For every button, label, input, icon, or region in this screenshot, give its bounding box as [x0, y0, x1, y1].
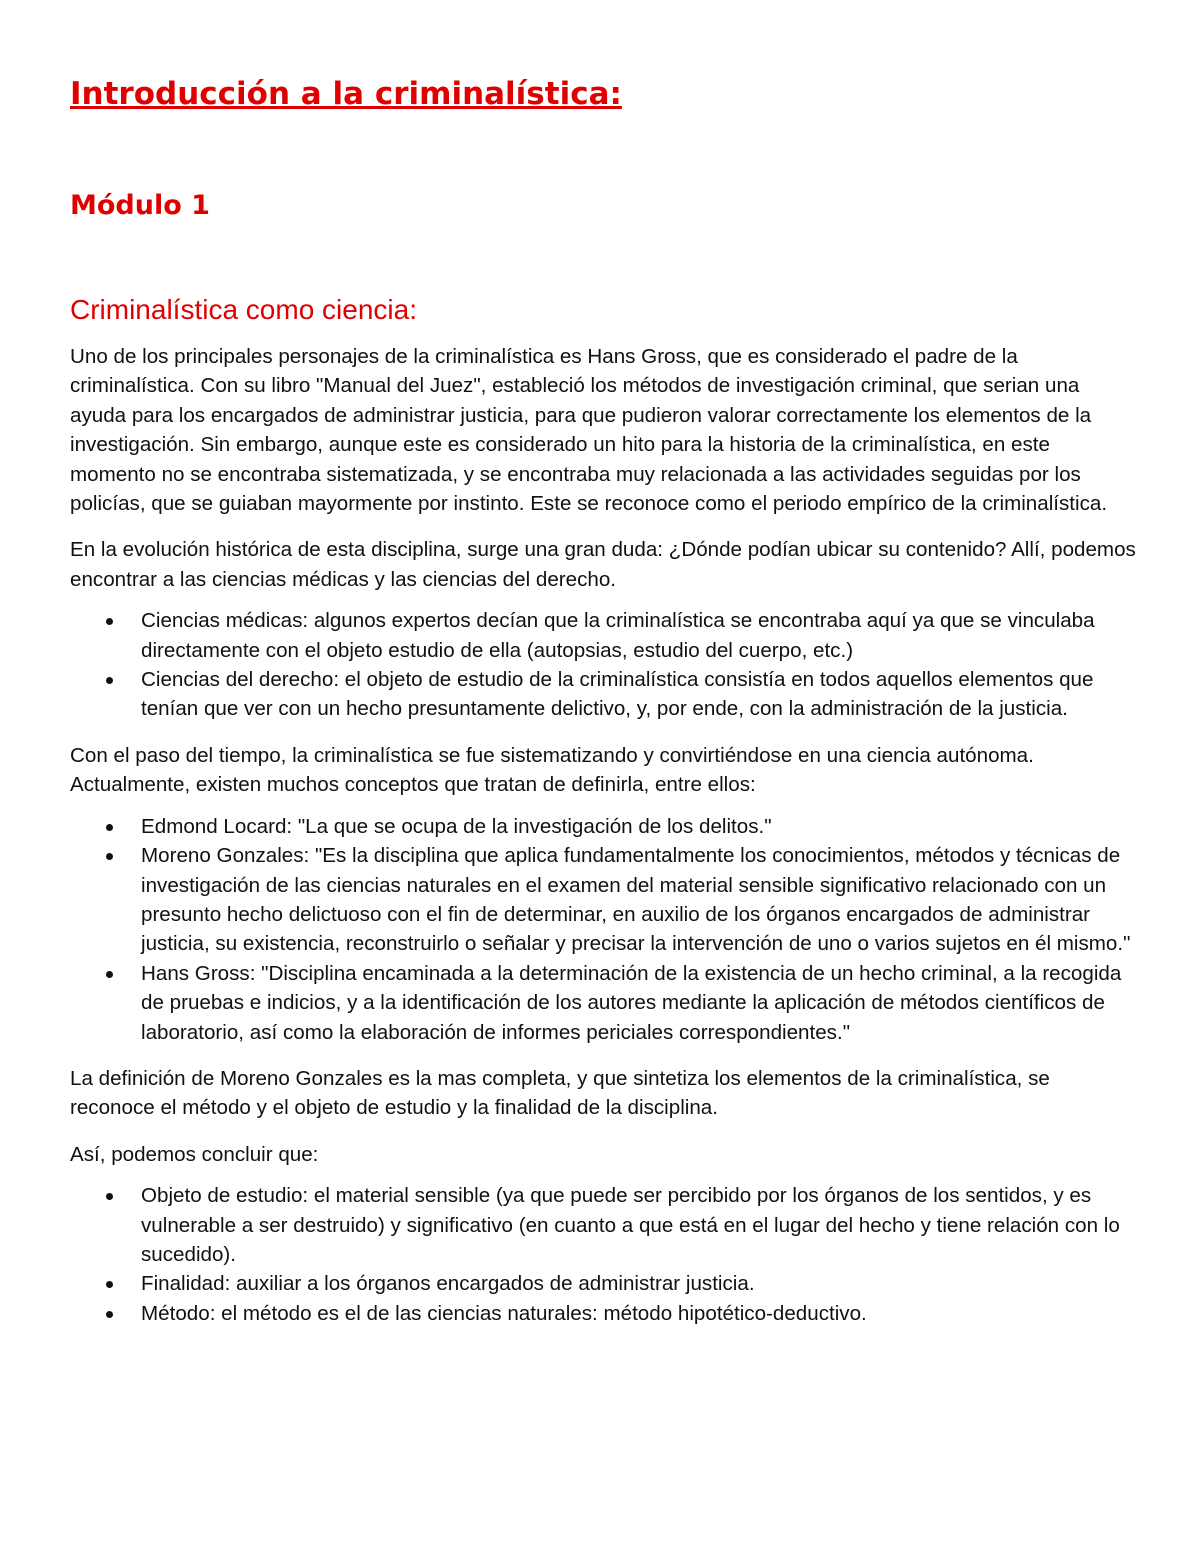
list-item: [70, 1181, 1140, 1269]
list-item: [70, 1269, 1140, 1298]
document-title: Introducción a la criminalística:: [70, 76, 622, 112]
bullet-icon: [106, 824, 113, 831]
bullet-icon: [106, 1281, 113, 1288]
bullet-icon: [106, 971, 113, 978]
list-item-text: Moreno Gonzales: "Es la disciplina que aplica fundamentalmente los conocimientos, métodos y técnicas de investigación de las ciencias naturales en el examen del material sensible significativo relacionado con un presunto hecho delictuoso con el fin de determinar, en auxilio de los órganos encargados de administrar justicia, su existencia, reconstruirlo o señalar y precisar la intervención de uno o varios sujetos en él mismo.": [141, 844, 1131, 956]
list-conclusions: [70, 1181, 1140, 1328]
paragraph-intro: Uno de los principales personajes de la criminalística es Hans Gross, que es considerado el padre de la criminalística. Con su libro "Manual del Juez", estableció los métodos de investigación criminal, que serian una ayuda para los encargados de administrar justicia, para que pudieron valorar correctamente los elementos de la investigación. Sin embargo, aunque este es considerado un hito para la historia de la criminalística, en este momento no se encontraba sistematizada, y se encontraba muy relacionada a las actividades seguidas por los policías, que se guiaban mayormente por instinto. Este se reconoce como el periodo empírico de la criminalística.: [70, 345, 1108, 516]
document-page: [70, 72, 1140, 1328]
paragraph-comparison: La definición de Moreno Gonzales es la mas completa, y que sintetiza los elementos de la criminalística, se reconoce el método y el objeto de estudio y la finalidad de la disciplina.: [70, 1066, 1050, 1120]
list-item: [70, 1299, 1140, 1328]
paragraph-conclusion-lead: Así, podemos concluir que:: [70, 1142, 319, 1166]
list-item: [70, 606, 1140, 665]
bullet-icon: [106, 853, 113, 860]
paragraph-evolution: En la evolución histórica de esta disciplina, surge una gran duda: ¿Dónde podían ubicar su contenido? Allí, podemos encontrar a las ciencias médicas y las ciencias del derecho.: [70, 538, 1136, 591]
section-heading: Criminalística como ciencia:: [70, 294, 417, 325]
module-heading: Módulo 1: [70, 190, 210, 221]
list-item-text: Finalidad: auxiliar a los órganos encargados de administrar justicia.: [141, 1272, 755, 1296]
list-item-text: Objeto de estudio: el material sensible (ya que puede ser percibido por los órganos de los sentidos, y es vulnerable a ser destruido) y significativo (en cuanto a que está en el lugar del hecho y tiene relación con lo sucedido).: [141, 1184, 1120, 1266]
bullet-icon: [106, 618, 113, 625]
list-item-text: Método: el método es el de las ciencias naturales: método hipotético-deductivo.: [141, 1301, 867, 1325]
list-item-text: Ciencias del derecho: el objeto de estudio de la criminalística consistía en todos aquellos elementos que tenían que ver con un hecho presuntamente delictivo, y, por ende, con la administración de la justicia.: [141, 668, 1094, 721]
paragraph-autonomy: Con el paso del tiempo, la criminalística se fue sistematizando y convirtiéndose en una ciencia autónoma. Actualmente, existen muchos conceptos que tratan de definirla, entre ellos:: [70, 743, 1034, 797]
list-item: [70, 841, 1140, 959]
list-definitions: [70, 812, 1140, 1047]
bullet-icon: [106, 1311, 113, 1318]
list-item-text: Ciencias médicas: algunos expertos decían que la criminalística se encontraba aquí ya que se vinculaba directamente con el objeto estudio de ella (autopsias, estudio del cuerpo, etc.): [141, 609, 1095, 662]
list-item-text: Edmond Locard: "La que se ocupa de la investigación de los delitos.": [141, 814, 772, 838]
list-item: [70, 665, 1140, 724]
list-item-text: Hans Gross: "Disciplina encaminada a la determinación de la existencia de un hecho criminal, a la recogida de pruebas e indicios, y a la identificación de los autores mediante la aplicación de métodos científicos de laboratorio, así como la elaboración de informes periciales correspondientes.": [141, 961, 1122, 1044]
list-sciences: [70, 606, 1140, 724]
bullet-icon: [106, 1193, 113, 1200]
list-item: [70, 812, 1140, 841]
list-item: [70, 959, 1140, 1047]
bullet-icon: [106, 677, 113, 684]
